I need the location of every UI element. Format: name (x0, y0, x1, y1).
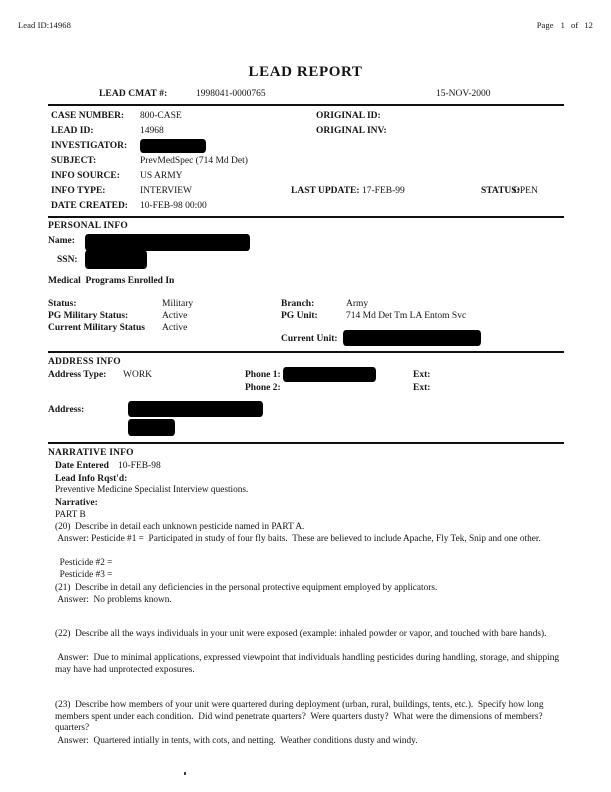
page-number: 1 (560, 20, 566, 30)
subject-value: PrevMedSpec (714 Md Det) (140, 156, 248, 166)
address-label: Address: (48, 405, 85, 415)
cmat-row (48, 89, 564, 102)
narrative-pesticide-2: Pesticide #2 = (55, 558, 113, 568)
address-type-label: Address Type: (48, 370, 107, 380)
running-header-lead-id (18, 20, 71, 30)
ssn-label: SSN: (57, 255, 78, 265)
date-entered-label: Date Entered (55, 461, 109, 471)
running-header-lead-id-value: 14968 (49, 20, 71, 30)
narrative-part-label: PART B (55, 510, 86, 520)
running-header-lead-id-label: Lead ID: (18, 20, 50, 30)
date-entered-value: 10-FEB-98 (118, 461, 161, 471)
name-redaction (85, 234, 250, 251)
personal-info-heading: PERSONAL INFO (48, 221, 128, 231)
narrative-label: Narrative: (55, 498, 98, 508)
info-source-value: US ARMY (140, 171, 183, 181)
status-value: OPEN (513, 186, 538, 196)
lead-id-label: LEAD ID: (51, 126, 94, 136)
investigator-redaction (140, 139, 206, 153)
current-military-status-value: Active (162, 323, 188, 333)
last-update-value: 17-FEB-99 (362, 186, 405, 196)
narrative-pesticide-3: Pesticide #3 = (55, 570, 113, 580)
narrative-question-21: (21) Describe in detail any deficiencies in the personal protective equipment employed by applicators. (55, 583, 438, 593)
current-unit-redaction (343, 330, 481, 346)
cmat-date: 15-NOV-2000 (436, 89, 491, 99)
divider-above-address-info (48, 351, 564, 353)
page-label: Page (536, 20, 554, 30)
address-info-heading: ADDRESS INFO (48, 357, 121, 367)
original-id-label: ORIGINAL ID: (316, 111, 381, 121)
page-total: 12 (584, 20, 593, 30)
medical-programs-label: Medical Programs Enrolled In (48, 276, 175, 286)
divider-under-cmat (48, 104, 564, 106)
status-field-label: Status: (48, 299, 77, 309)
current-unit-label: Current Unit: (281, 334, 338, 344)
phone1-redaction (283, 367, 376, 382)
pg-unit-label: PG Unit: (281, 311, 318, 321)
date-created-value: 10-FEB-98 00:00 (140, 201, 207, 211)
info-source-label: INFO SOURCE: (51, 171, 120, 181)
narrative-question-20: (20) Describe in detail each unknown pesticide named in PART A. (55, 522, 305, 532)
lead-info-rqstd-value: Preventive Medicine Specialist Interview questions. (55, 485, 249, 495)
last-update-label: LAST UPDATE: (291, 186, 360, 196)
page-of-label: of (571, 20, 579, 30)
divider-above-personal-info (48, 216, 564, 218)
subject-label: SUBJECT: (51, 156, 97, 166)
name-label: Name: (48, 236, 75, 246)
divider-above-narrative-info (48, 442, 564, 444)
narrative-answer-22: Answer: Due to minimal applications, expressed viewpoint that individuals handling pesticides during handling, storage, and shipping may have had unprotected exposures. (55, 653, 562, 675)
ssn-redaction (85, 250, 147, 269)
status-field-value: Military (162, 299, 194, 309)
pg-military-status-label: PG Military Status: (48, 311, 129, 321)
narrative-answer-23: Answer: Quartered intially in tents, with cots, and netting. Weather conditions dusty and windy. (55, 736, 418, 746)
page-title: LEAD REPORT (248, 64, 363, 80)
investigator-label: INVESTIGATOR: (51, 141, 128, 151)
phone2-label: Phone 2: (245, 383, 281, 393)
branch-value: Army (346, 299, 369, 309)
cmat-value: 1998041-0000765 (196, 89, 266, 99)
current-military-status-label: Current Military Status (48, 323, 145, 333)
branch-label: Branch: (281, 299, 315, 309)
address-redaction-line2 (128, 419, 175, 436)
case-number-value: 800-CASE (140, 111, 182, 121)
info-type-value: INTERVIEW (140, 186, 192, 196)
cmat-label: LEAD CMAT #: (99, 89, 168, 99)
ext1-label: Ext: (413, 370, 431, 380)
address-redaction-line1 (128, 401, 263, 417)
narrative-question-23: (23) Describe how members of your unit were quartered during deployment (urban, rural, buildings, tents, etc.). Specify how long members spent under each condition. Did wind penetrate quarters? Were quarters dusty? What were the dimensions of members? quarters? (55, 700, 546, 734)
info-type-label: INFO TYPE: (51, 186, 106, 196)
pg-military-status-value: Active (162, 311, 188, 321)
address-type-value: WORK (123, 370, 153, 380)
narrative-question-22: (22) Describe all the ways individuals in your unit were exposed (example: inhaled powder or vapor, and touched with bare hands). (55, 629, 547, 639)
date-created-label: DATE CREATED: (51, 201, 128, 211)
narrative-answer-20: Answer: Pesticide #1 = Participated in study of four fly baits. These are believed to include Apache, Fly Tek, Snip and one other. (55, 534, 541, 544)
narrative-info-heading: NARRATIVE INFO (48, 448, 134, 458)
original-inv-label: ORIGINAL INV: (316, 126, 387, 136)
scan-artifact-speck (184, 772, 186, 775)
case-number-label: CASE NUMBER: (51, 111, 125, 121)
page-indicator (537, 20, 593, 30)
status-label: STATUS: (481, 186, 520, 196)
narrative-answer-21: Answer: No problems known. (55, 595, 172, 605)
phone1-label: Phone 1: (245, 370, 281, 380)
lead-id-value: 14968 (140, 126, 164, 136)
pg-unit-value: 714 Md Det Tm LA Entom Svc (346, 311, 467, 321)
lead-info-rqstd-label: Lead Info Rqst'd: (55, 474, 128, 484)
ext2-label: Ext: (413, 383, 431, 393)
running-header (0, 20, 611, 34)
